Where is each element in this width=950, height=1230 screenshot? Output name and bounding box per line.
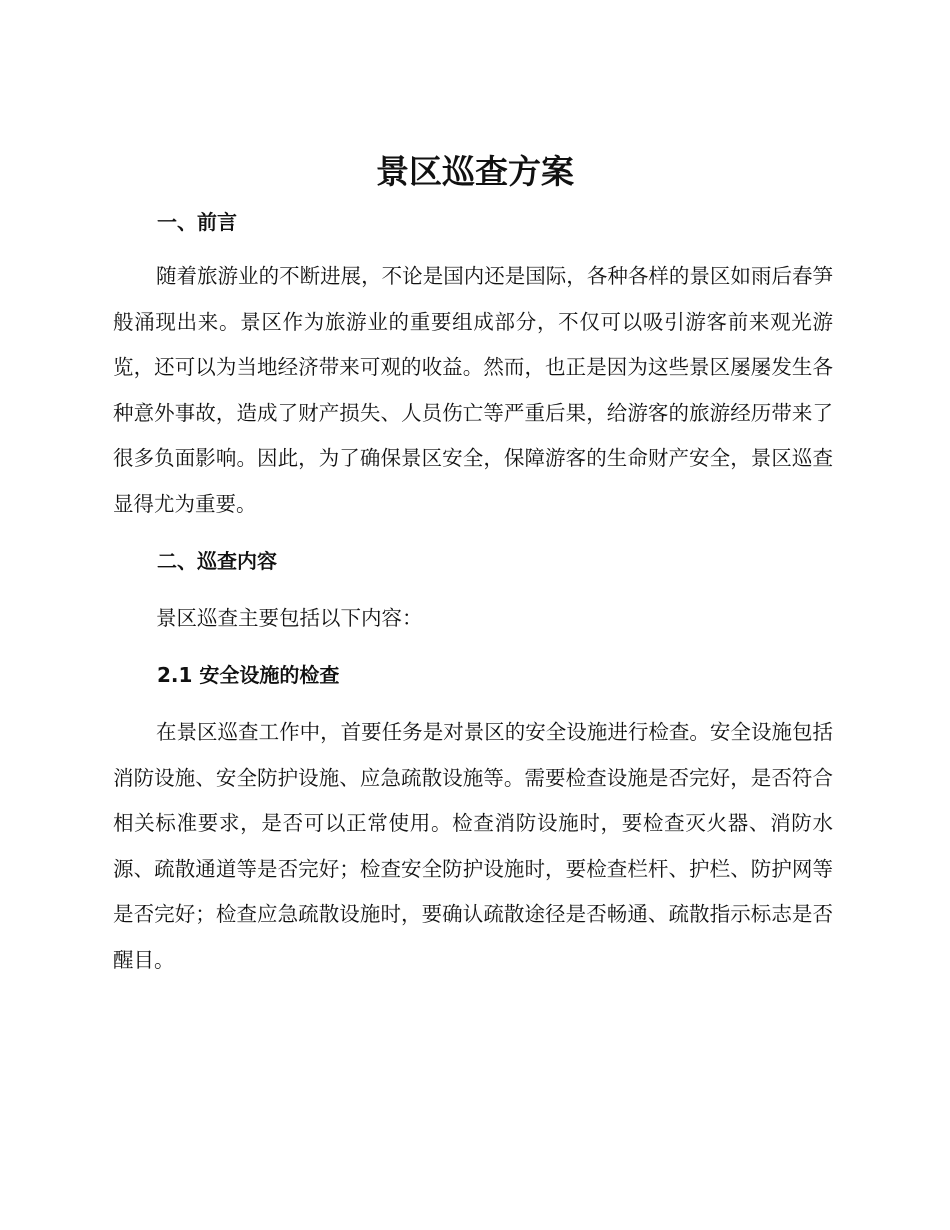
paragraph-inspection-intro: 景区巡查主要包括以下内容： xyxy=(156,606,423,630)
subsection-heading-safety-facilities: 2.1 安全设施的检查 xyxy=(157,663,340,687)
paragraph-safety-facilities: 在景区巡查工作中，首要任务是对景区的安全设施进行检查。安全设施包括消防设施、安全防护设施、应急疏散设施等。需要检查设施是否完好，是否符合相关标准要求，是否可以正常使用。检查消防设施时，要检查灭火器、消防水源、疏散通道等是否完好；检查安全防护设施时，要检查栏杆、护栏、防护网等是否完好；检查应急疏散设施时，要确认疏散途径是否畅通、疏散指示标志是否醒目。 xyxy=(113,720,833,972)
section-heading-inspection-content: 二、巡查内容 xyxy=(157,549,277,573)
section-heading-preface: 一、前言 xyxy=(157,210,237,234)
document-title: 景区巡查方案 xyxy=(376,152,574,191)
paragraph-preface: 随着旅游业的不断进展，不论是国内还是国际，各种各样的景区如雨后春笋般涌现出来。景区作为旅游业的重要组成部分，不仅可以吸引游客前来观光游览，还可以为当地经济带来可观的收益。然而，也正是因为这些景区屡屡发生各种意外事故，造成了财产损失、人员伤亡等严重后果，给游客的旅游经历带来了很多负面影响。因此，为了确保景区安全，保障游客的生命财产安全，景区巡查显得尤为重要。 xyxy=(113,264,833,516)
